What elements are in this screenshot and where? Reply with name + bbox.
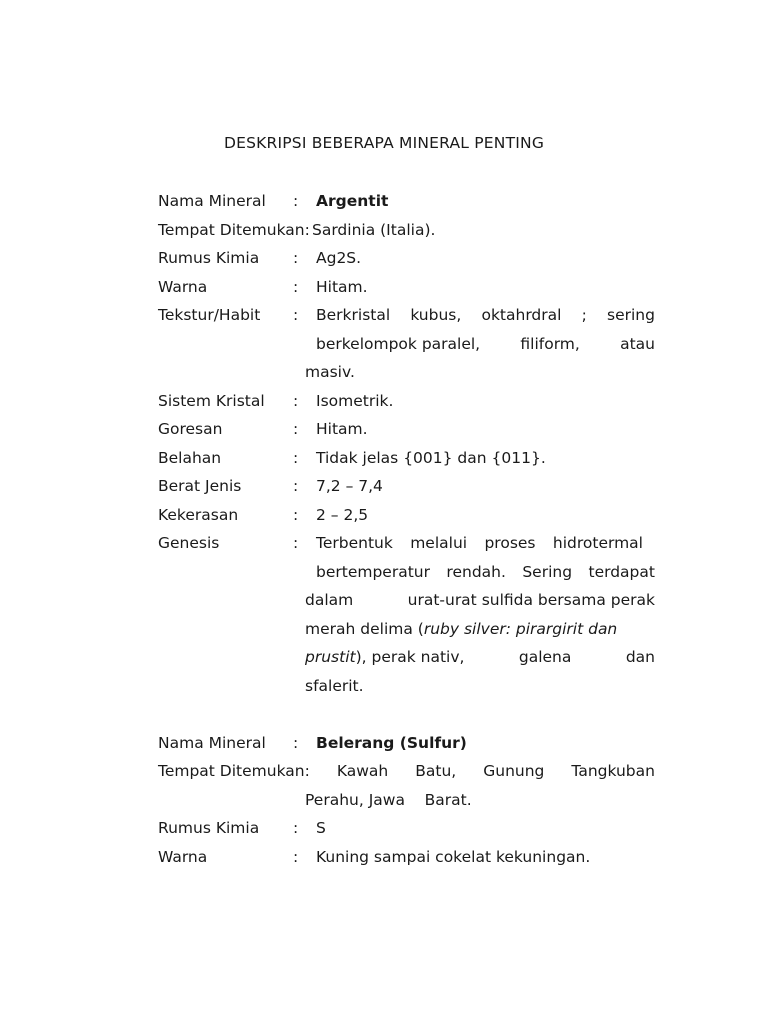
word: Tangkuban <box>571 762 655 780</box>
colon: : <box>293 449 299 467</box>
name-value: Belerang (Sulfur) <box>316 734 467 752</box>
formula-label: Rumus Kimia <box>158 249 260 267</box>
location-value: Sardinia (Italia). <box>312 221 436 239</box>
texture-line-3: masiv. <box>305 363 355 381</box>
italic-text: prustit <box>305 648 356 666</box>
cleavage-value: Tidak jelas {001} dan {011}. <box>316 449 546 467</box>
word: Batu, <box>415 762 457 780</box>
word: terdapat <box>588 563 655 581</box>
text: merah delima ( <box>305 620 424 638</box>
word: melalui <box>410 534 468 552</box>
word: Terbentuk <box>316 534 393 552</box>
word: bertemperatur <box>316 563 430 581</box>
texture-label: Tekstur/Habit <box>158 306 261 324</box>
word: proses <box>484 534 536 552</box>
word: urat-urat sulfida bersama perak <box>407 591 655 609</box>
location-line-2: Perahu, Jawa Barat. <box>305 791 472 809</box>
color-label: Warna <box>158 848 208 866</box>
word: galena <box>518 648 572 666</box>
colon: : <box>293 249 299 267</box>
word: hidrotermal <box>552 534 643 552</box>
colon: : <box>293 477 299 495</box>
colon: : <box>293 848 299 866</box>
colon: : <box>293 734 299 752</box>
word: kubus, <box>410 306 462 324</box>
text: ), perak nativ, <box>355 648 465 666</box>
hardness-label: Kekerasan <box>158 506 239 524</box>
genesis-label: Genesis <box>158 534 220 552</box>
genesis-line-6: sfalerit. <box>305 677 364 695</box>
genesis-line-2 <box>316 562 655 582</box>
streak-value: Hitam. <box>316 420 368 438</box>
word: filiform, <box>520 335 580 353</box>
texture-line-1 <box>316 305 655 325</box>
location-label: Tempat Ditemukan: <box>158 762 310 780</box>
name-label: Nama Mineral <box>158 734 266 752</box>
density-label: Berat Jenis <box>158 477 242 495</box>
texture-line-2 <box>316 334 655 354</box>
system-label: Sistem Kristal <box>158 392 265 410</box>
genesis-line-4 <box>305 619 617 639</box>
formula-value: Ag2S. <box>316 249 362 267</box>
genesis-line-3 <box>305 590 655 610</box>
location-label: Tempat Ditemukan: <box>158 221 310 239</box>
word: atau <box>620 335 655 353</box>
density-value: 7,2 – 7,4 <box>316 477 383 495</box>
formula-label: Rumus Kimia <box>158 819 260 837</box>
name-value: Argentit <box>316 192 389 210</box>
color-label: Warna <box>158 278 208 296</box>
color-value: Hitam. <box>316 278 368 296</box>
text <box>305 647 464 667</box>
word: rendah. <box>446 563 506 581</box>
genesis-line-5 <box>305 647 655 667</box>
word: Gunung <box>483 762 545 780</box>
word: Kawah <box>336 762 389 780</box>
colon: : <box>293 819 299 837</box>
location-line-1 <box>158 761 655 781</box>
italic-text: ruby silver: pirargirit dan <box>423 620 618 638</box>
color-value: Kuning sampai cokelat kekuningan. <box>316 848 591 866</box>
streak-label: Goresan <box>158 420 223 438</box>
colon: : <box>293 506 299 524</box>
word: Sering <box>522 563 573 581</box>
colon: : <box>293 306 299 324</box>
genesis-line-1 <box>316 533 643 553</box>
hardness-value: 2 – 2,5 <box>316 506 369 524</box>
cleavage-label: Belahan <box>158 449 222 467</box>
colon: : <box>293 392 299 410</box>
colon: : <box>293 278 299 296</box>
word: sering <box>607 306 655 324</box>
word: oktahrdral <box>481 306 562 324</box>
colon: : <box>293 192 299 210</box>
word: ; <box>581 306 587 324</box>
system-value: Isometrik. <box>316 392 394 410</box>
formula-value: S <box>316 819 326 837</box>
word: dalam <box>305 591 354 609</box>
colon: : <box>293 534 299 552</box>
page-title: DESKRIPSI BEBERAPA MINERAL PENTING <box>223 134 545 152</box>
name-label: Nama Mineral <box>158 192 266 210</box>
word: Berkristal <box>316 306 391 324</box>
word: dan <box>625 648 655 666</box>
word: berkelompok paralel, <box>316 335 481 353</box>
colon: : <box>293 420 299 438</box>
